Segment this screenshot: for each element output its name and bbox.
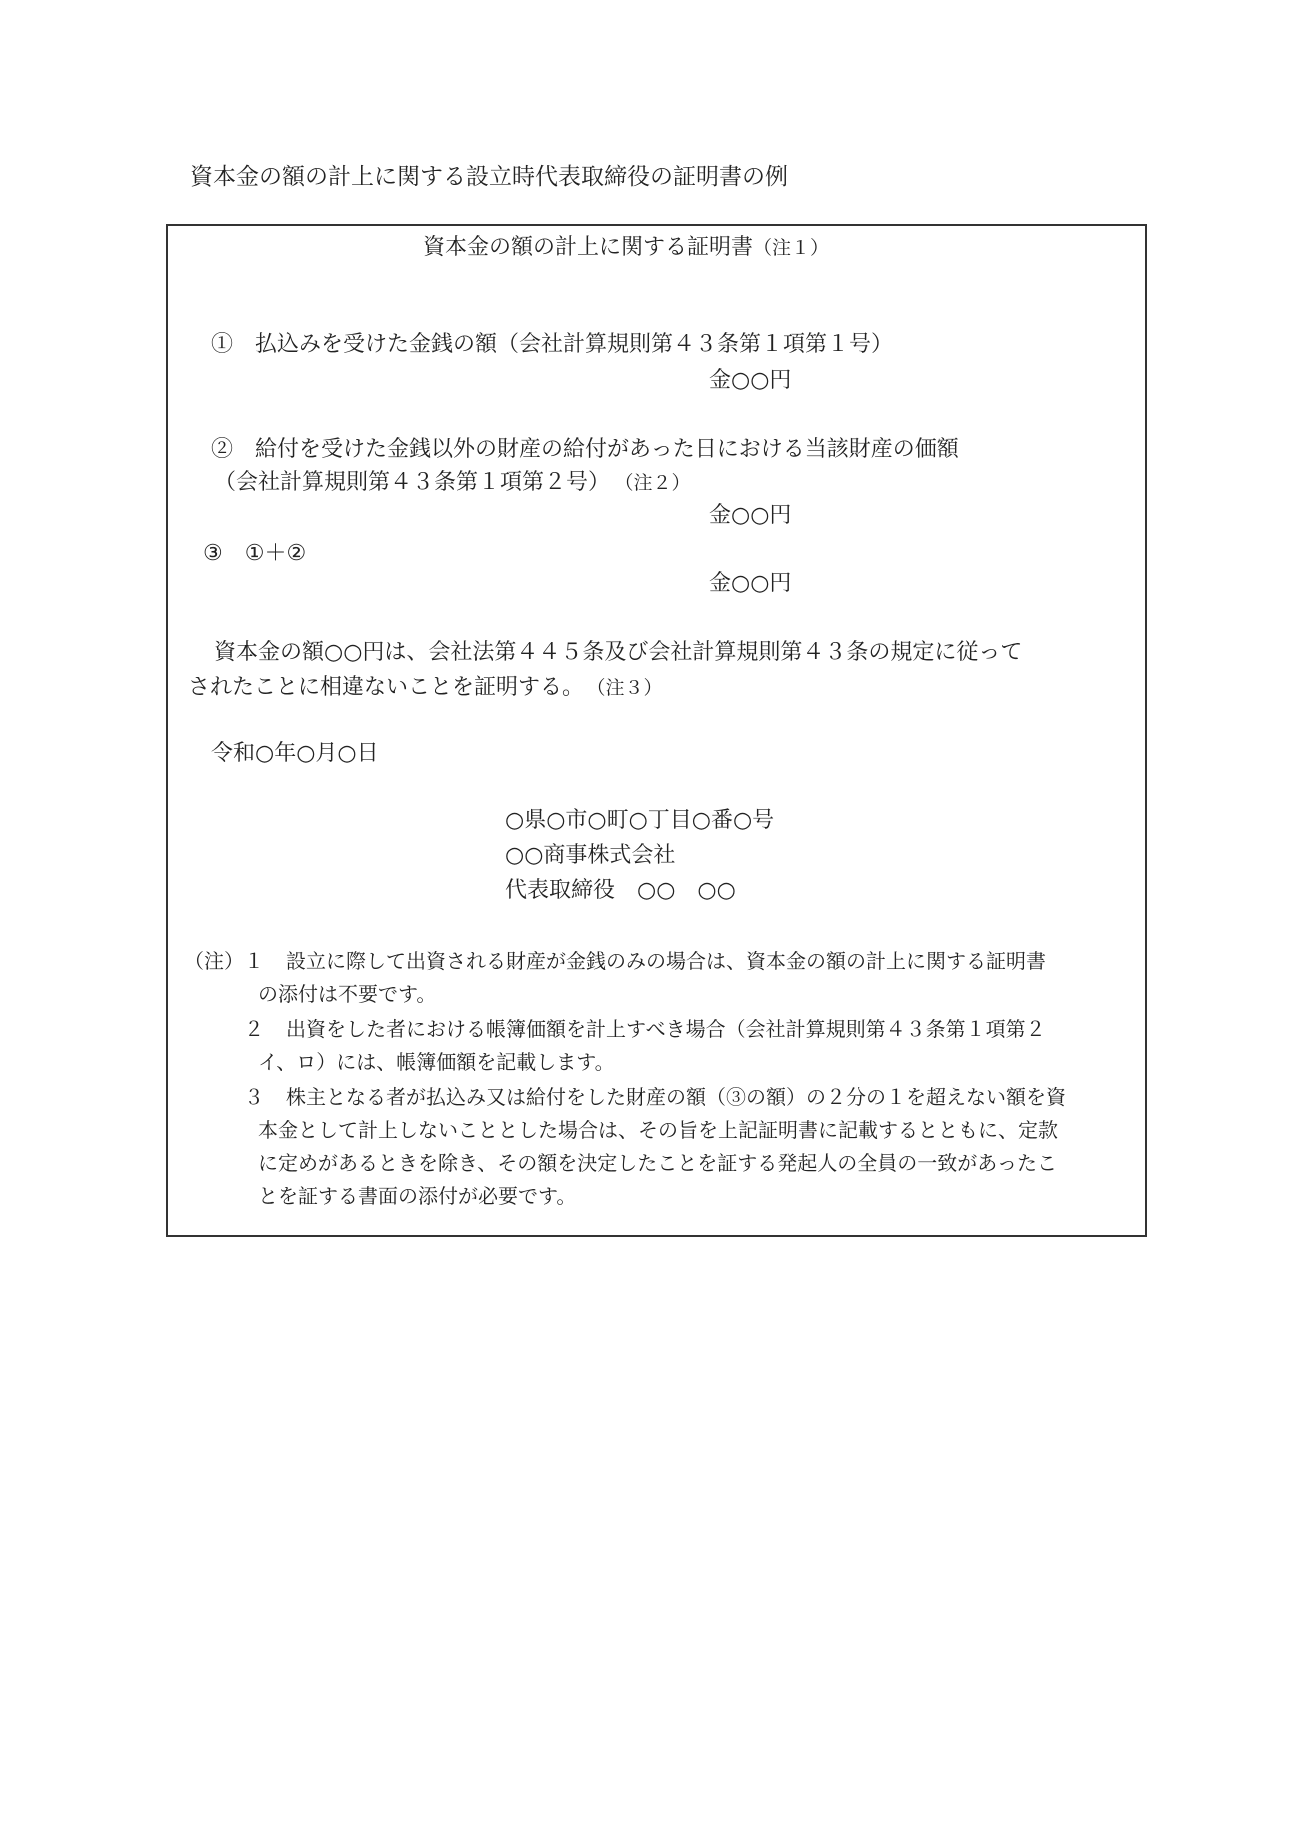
statement-line2: されたことに相違ないことを証明する。 [188,675,585,700]
item2-label-line2-group [214,469,691,497]
note-3-line4: とを証する書面の添付が必要です。 [258,1184,577,1208]
note-3-number: ３ [244,1085,264,1109]
certificate-title-group [423,234,829,262]
certificate-title: 資本金の額の計上に関する証明書 [423,235,754,260]
note-3-line2: 本金として計上しないこととした場合は、その旨を上記証明書に記載するとともに、定款 [258,1118,1058,1142]
item2-label-line2: （会社計算規則第４３条第１項第２号） [214,470,611,495]
note-3-line3: に定めがあるときを除き、その額を決定したことを証する発起人の全員の一致があったこ [258,1151,1057,1175]
company-name: ○○商事株式会社 [505,843,676,868]
statement-note: （注３） [596,677,663,699]
certificate-date: 令和○年○月○日 [211,741,379,766]
note-2-line1: 出資をした者における帳簿価額を計上すべき場合（会社計算規則第４３条第１項第２ [286,1017,1046,1041]
item1-amount: 金○○円 [709,368,792,393]
statement-line2-group [188,674,663,702]
note-1-number: １ [244,949,264,973]
note-1-line2: の添付は不要です。 [258,982,437,1006]
note-2-line2: イ、ロ）には、帳簿価額を記載します。 [258,1050,615,1074]
company-address: ○県○市○町○丁目○番○号 [505,808,775,833]
item3-amount: 金○○円 [709,571,792,596]
statement-line1: 資本金の額○○円は、会社法第４４５条及び会社計算規則第４３条の規定に従って [214,640,1023,665]
note-3-line1: 株主となる者が払込み又は給付をした財産の額（③の額）の２分の１を超えない額を資 [286,1085,1066,1109]
item1-label: ① 払込みを受けた金銭の額（会社計算規則第４３条第１項第１号） [211,332,894,357]
document-heading: 資本金の額の計上に関する設立時代表取締役の証明書の例 [190,164,788,190]
item2-label: ② 給付を受けた金銭以外の財産の給付があった日における当該財産の価額 [211,437,959,462]
item2-amount: 金○○円 [709,503,792,528]
note-2-number: ２ [244,1017,264,1041]
item2-note: （注２） [624,472,691,494]
certificate-title-note: （注１） [753,237,830,259]
representative-name: 代表取締役 ○○ ○○ [505,878,736,903]
notes-prefix: （注） [184,949,244,973]
note-1-line1: 設立に際して出資される財産が金銭のみの場合は、資本金の額の計上に関する証明書 [286,949,1046,973]
item3-label: ③ ①＋② [203,541,307,566]
